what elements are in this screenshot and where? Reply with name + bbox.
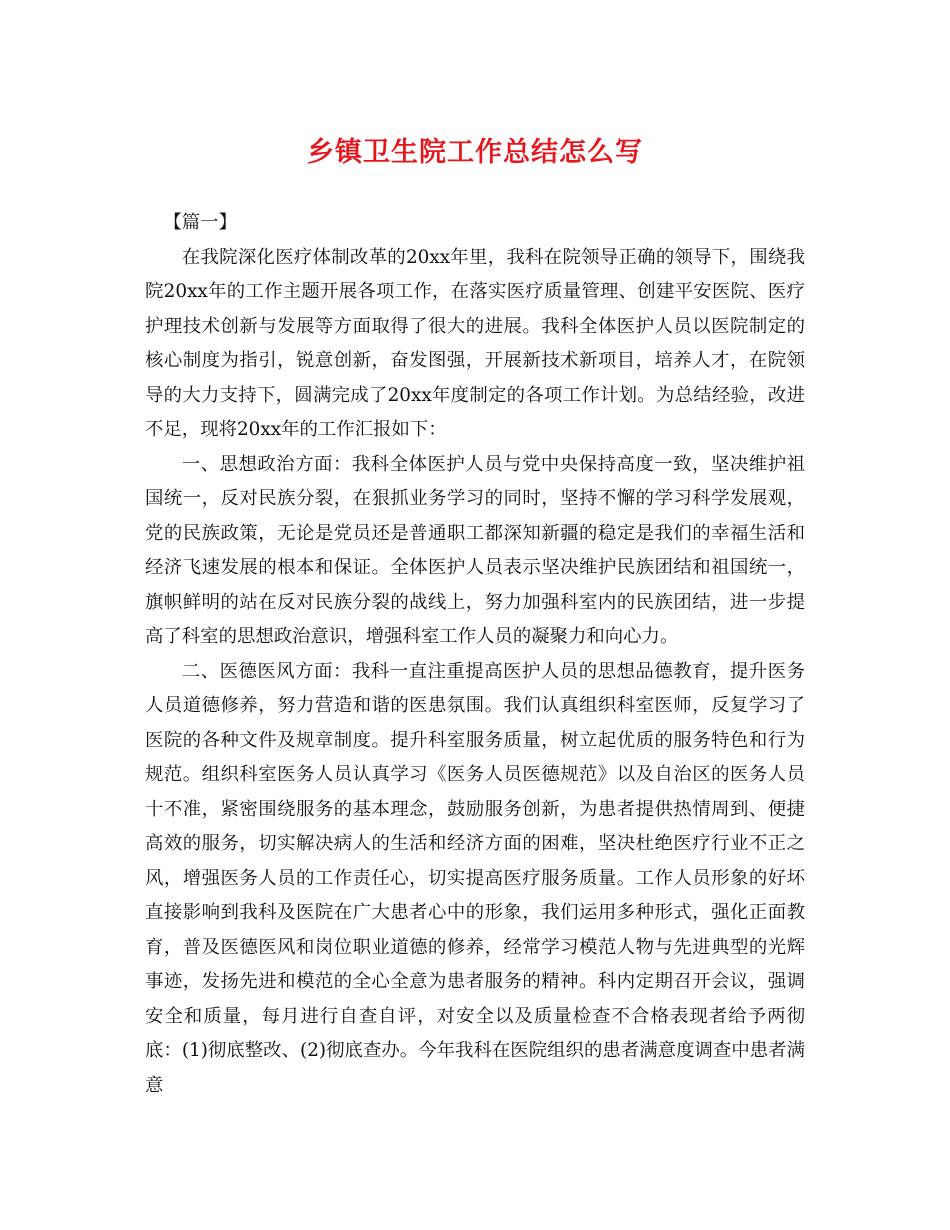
paragraph-political: 一、思想政治方面：我科全体医护人员与党中央保持高度一致，坚决维护祖国统一，反对民族分裂，在狠抓业务学习的同时，坚持不懈的学习科学发展观，党的民族政策，无论是党员还是普通职工都深知新疆的稳定是我们的幸福生活和经济飞速发展的根本和保证。全体医护人员表示坚决维护民族团结和祖国统一，旗帜鲜明的站在反对民族分裂的战线上，努力加强科室内的民族团结，进一步提高了科室的思想政治意识，增强科室工作人员的凝聚力和向心力。 bbox=[145, 453, 805, 647]
paragraph-ethics: 二、医德医风方面：我科一直注重提高医护人员的思想品德教育，提升医务人员道德修养，努力营造和谐的医患氛围。我们认真组织科室医师，反复学习了医院的各种文件及规章制度。提升科室服务质量，树立起优质的服务特色和行为规范。组织科室医务人员认真学习《医务人员医德规范》以及自治区的医务人员十不准，紧密围绕服务的基本理念，鼓励服务创新，为患者提供热情周到、便捷高效的服务，切实解决病人的生活和经济方面的困难，坚决杜绝医疗行业不正之风，增强医务人员的工作责任心，切实提高医疗服务质量。工作人员形象的好坏直接影响到我科及医院在广大患者心中的形象，我们运用多种形式，强化正面教育，普及医德医风和岗位职业道德的修养，经常学习模范人物与先进典型的光辉事迹，发扬先进和模范的全心全意为患者服务的精神。科内定期召开会议，强调安全和质量，每月进行自查自评，对安全以及质量检查不合格表现者给予两彻底：(1)彻底整改、(2)彻底查办。今年我科在医院组织的患者满意度调查中患者满意 bbox=[145, 660, 805, 1096]
document-body bbox=[145, 206, 805, 1103]
document-title: 乡镇卫生院工作总结怎么写 bbox=[307, 137, 643, 168]
paragraph-intro: 在我院深化医疗体制改革的20xx年里，我科在院领导正确的领导下，围绕我院20xx年的工作主题开展各项工作，在落实医疗质量管理、创建平安医院、医疗护理技术创新与发展等方面取得了很大的进展。我科全体医护人员以医院制定的核心制度为指引，锐意创新，奋发图强，开展新技术新项目，培养人才，在院领导的大力支持下，圆满完成了20xx年度制定的各项工作计划。为总结经验，改进不足，现将20xx年的工作汇报如下： bbox=[145, 246, 805, 440]
section-label: 【篇一】 bbox=[163, 212, 237, 233]
